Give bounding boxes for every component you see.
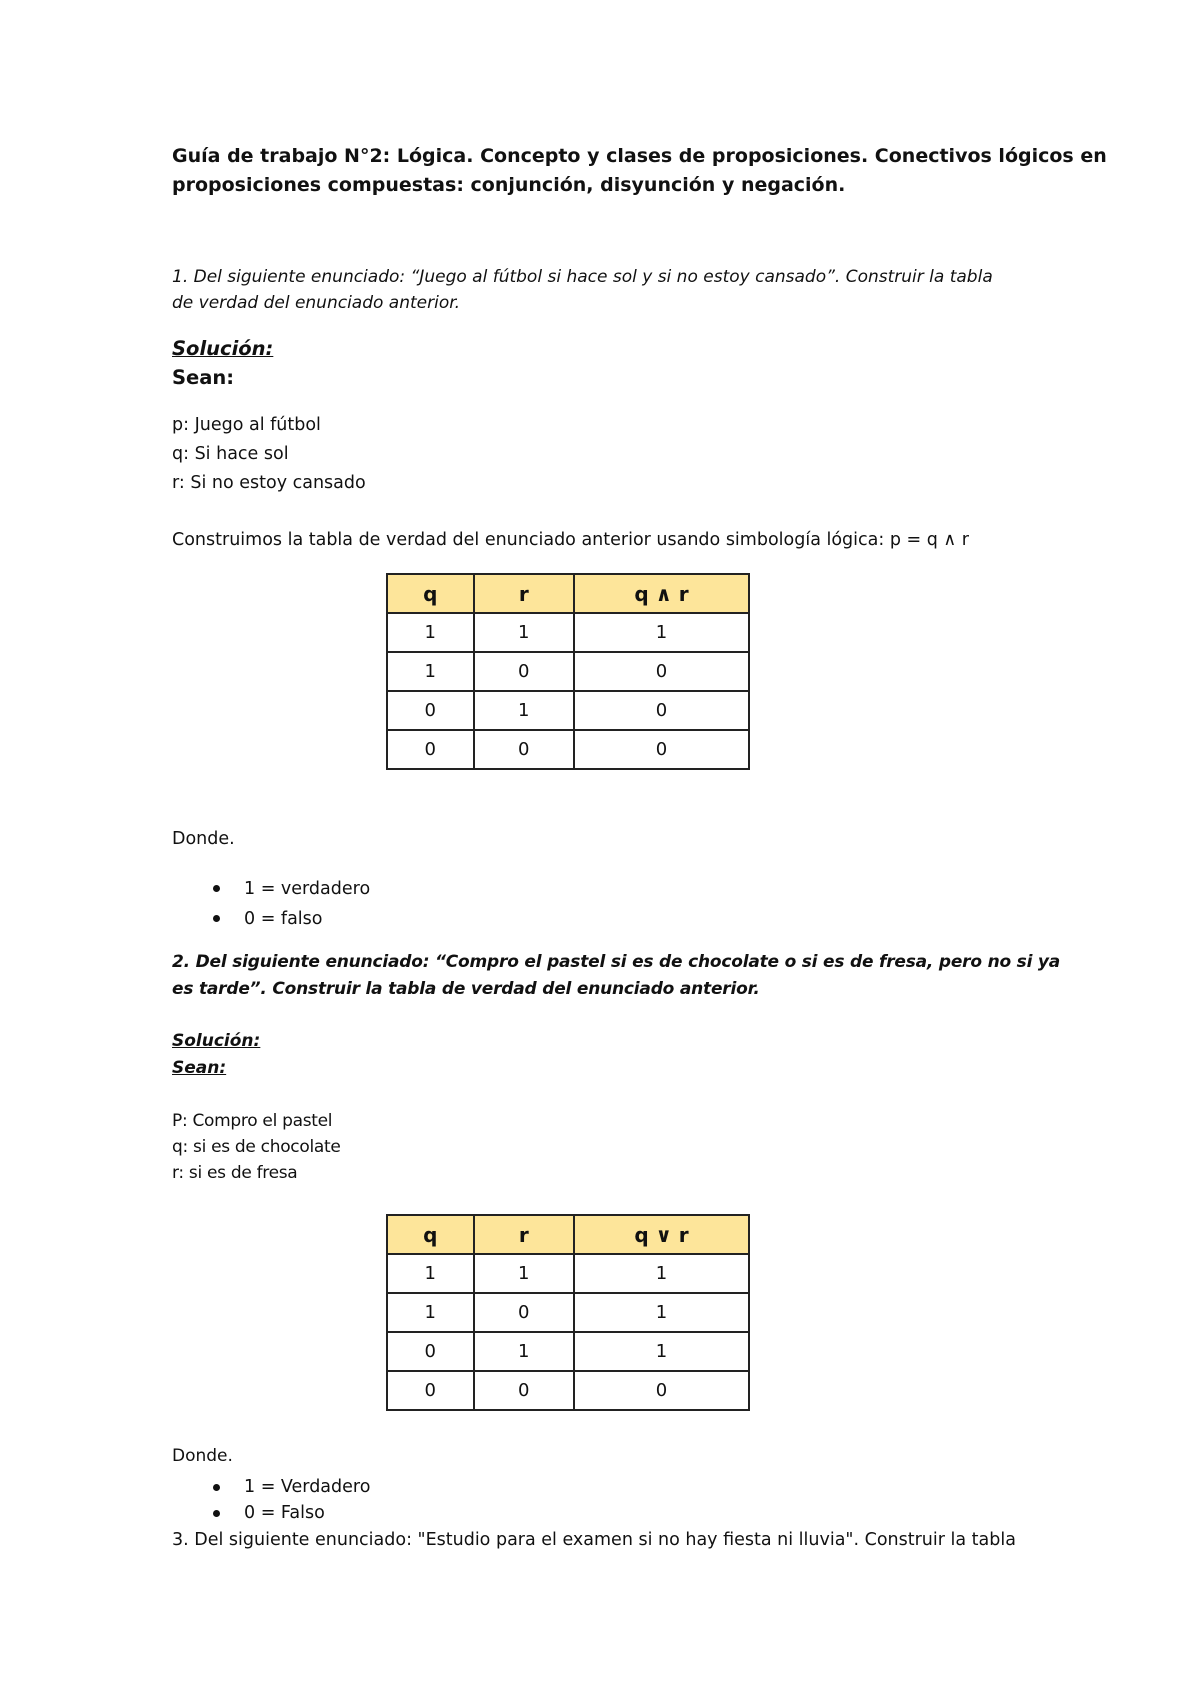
table-header-cell: q [387,574,474,613]
list-item: 0 = Falso [172,1500,370,1526]
truth-table-1-intro: Construimos la tabla de verdad del enunciado anterior usando simbología lógica: p = q ∧ r [172,530,969,550]
table-cell: 0 [574,691,749,730]
list-item: 1 = Verdadero [172,1474,370,1500]
table-cell: 0 [387,1332,474,1371]
table-row [387,613,749,652]
table-cell: 1 [387,613,474,652]
table-cell: 1 [387,1254,474,1293]
definitions-1 [172,411,366,498]
table-row [387,652,749,691]
table-cell: 1 [387,1293,474,1332]
list-item: 1 = verdadero [172,874,370,904]
table-row [387,1254,749,1293]
definition-q: q: si es de chocolate [172,1137,341,1157]
truth-table-1 [386,573,750,770]
table-cell: 0 [474,1293,574,1332]
table-cell: 0 [474,652,574,691]
table-header-row [387,574,749,613]
table-header-cell: q ∧ r [574,574,749,613]
table-row [387,1371,749,1410]
table-row [387,1293,749,1332]
table-cell: 1 [574,1332,749,1371]
table-cell: 0 [387,691,474,730]
page-title [172,142,1107,200]
legend-1-list [172,874,370,934]
table-cell: 1 [474,1332,574,1371]
table-cell: 0 [474,730,574,769]
solution-2-label: Solución: [172,1031,261,1051]
table-cell: 0 [574,652,749,691]
question-2 [172,949,1060,1003]
table-cell: 0 [387,730,474,769]
title-line-2: proposiciones compuestas: conjunción, disyunción y negación. [172,174,846,196]
definition-r: r: si es de fresa [172,1163,298,1183]
table-header-cell: q [387,1215,474,1254]
question-1 [172,264,993,316]
solution-2-sean: Sean: [172,1058,227,1078]
legend-1-label: Donde. [172,829,235,849]
solution-1-heading [172,334,273,392]
table-cell: 1 [474,613,574,652]
definition-q: q: Si hace sol [172,444,289,464]
table-row [387,730,749,769]
table-cell: 1 [474,691,574,730]
legend-2-label: Donde. [172,1446,233,1466]
definition-p: p: Juego al fútbol [172,415,321,435]
table-cell: 0 [474,1371,574,1410]
question-1-line-1: 1. Del siguiente enunciado: “Juego al fútbol si hace sol y si no estoy cansado”. Construir la tabla [172,267,993,287]
solution-2-heading [172,1028,260,1082]
table-cell: 1 [474,1254,574,1293]
question-3: 3. Del siguiente enunciado: "Estudio para el examen si no hay fiesta ni lluvia". Construir la tabla [172,1530,1016,1550]
table-cell: 0 [574,1371,749,1410]
table-header-cell: r [474,1215,574,1254]
table-header-row [387,1215,749,1254]
table-cell: 0 [387,1371,474,1410]
solution-1-label: Solución: [172,337,274,360]
list-item: 0 = falso [172,904,370,934]
table-row [387,1332,749,1371]
table-header-cell: r [474,574,574,613]
definition-p: P: Compro el pastel [172,1111,333,1131]
truth-table-2 [386,1214,750,1411]
table-cell: 1 [387,652,474,691]
table-cell: 1 [574,1254,749,1293]
table-header-cell: q ∨ r [574,1215,749,1254]
title-line-1: Guía de trabajo N°2: Lógica. Concepto y clases de proposiciones. Conectivos lógicos en [172,145,1107,167]
table-cell: 1 [574,613,749,652]
solution-1-sean: Sean: [172,366,235,389]
question-2-line-2: es tarde”. Construir la tabla de verdad del enunciado anterior. [172,979,760,999]
table-cell: 0 [574,730,749,769]
legend-2-list [172,1474,370,1526]
table-cell: 1 [574,1293,749,1332]
table-row [387,691,749,730]
definition-r: r: Si no estoy cansado [172,473,366,493]
question-1-line-2: de verdad del enunciado anterior. [172,293,461,313]
definitions-2 [172,1108,341,1186]
question-2-line-1: 2. Del siguiente enunciado: “Compro el pastel si es de chocolate o si es de fresa, pero no si ya [172,952,1061,972]
